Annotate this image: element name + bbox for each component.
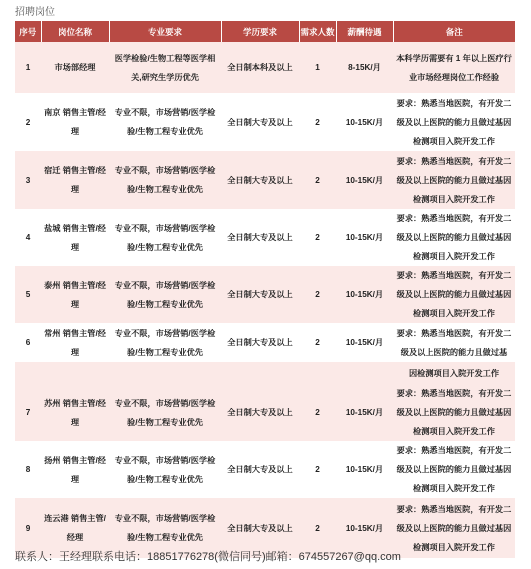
cell-salary: 10-15K/月 bbox=[336, 93, 393, 151]
cell-count: 2 bbox=[299, 441, 336, 498]
cell-major: 专业不限，市场营销/医学检验/生物工程专业优先 bbox=[109, 384, 221, 441]
cell-no bbox=[15, 362, 41, 384]
header-salary: 薪酬待遇 bbox=[336, 21, 393, 42]
table-header-row bbox=[15, 21, 515, 42]
cell-note: 要求：熟悉当地医院，有开发二级及以上医院的能力且做过基因检测项目入院开发工作 bbox=[393, 266, 515, 323]
cell-title: 市场部经理 bbox=[41, 42, 109, 93]
table-row bbox=[15, 323, 515, 362]
cell-title: 盐城 销售主管/经理 bbox=[41, 209, 109, 266]
cell-major: 专业不限，市场营销/医学检验/生物工程专业优先 bbox=[109, 266, 221, 323]
header-count: 需求人数 bbox=[299, 21, 336, 42]
cell-note: 要求：熟悉当地医院，有开发二级及以上医院的能力且做过基因检测项目入院开发工作 bbox=[393, 209, 515, 266]
cell-education bbox=[221, 362, 299, 384]
cell-note: 要求：熟悉当地医院，有开发二级及以上医院的能力且做过基因检测项目入院开发工作 bbox=[393, 93, 515, 151]
cell-major: 专业不限，市场营销/医学检验/生物工程专业优先 bbox=[109, 209, 221, 266]
cell-no: 7 bbox=[15, 384, 41, 441]
cell-count: 2 bbox=[299, 323, 336, 362]
cell-salary: 10-15K/月 bbox=[336, 151, 393, 209]
cell-major: 专业不限，市场营销/医学检验/生物工程专业优先 bbox=[109, 93, 221, 151]
table-row bbox=[15, 209, 515, 266]
cell-count: 1 bbox=[299, 42, 336, 93]
cell-count: 2 bbox=[299, 266, 336, 323]
header-title: 岗位名称 bbox=[41, 21, 109, 42]
table-row bbox=[15, 42, 515, 93]
cell-education: 全日制大专及以上 bbox=[221, 93, 299, 151]
cell-salary: 10-15K/月 bbox=[336, 209, 393, 266]
cell-note: 要求：熟悉当地医院，有开发二级及以上医院的能力且做过基因检测项目入院开发工作 bbox=[393, 441, 515, 498]
cell-count: 2 bbox=[299, 93, 336, 151]
table-row bbox=[15, 441, 515, 498]
cell-education: 全日制大专及以上 bbox=[221, 209, 299, 266]
cell-note: 要求：熟悉当地医院，有开发二级及以上医院的能力且做过基因检测项目入院开发工作 bbox=[393, 151, 515, 209]
cell-major: 专业不限，市场营销/医学检验/生物工程专业优先 bbox=[109, 323, 221, 362]
cell-title: 苏州 销售主管/经理 bbox=[41, 384, 109, 441]
cell-salary bbox=[336, 362, 393, 384]
cell-no: 9 bbox=[15, 498, 41, 558]
cell-salary: 10-15K/月 bbox=[336, 441, 393, 498]
header-education: 学历要求 bbox=[221, 21, 299, 42]
cell-count: 2 bbox=[299, 151, 336, 209]
cell-education: 全日制大专及以上 bbox=[221, 151, 299, 209]
table-row bbox=[15, 498, 515, 558]
cell-title: 常州 销售主管/经理 bbox=[41, 323, 109, 362]
header-note: 备注 bbox=[393, 21, 515, 42]
cell-education: 全日制大专及以上 bbox=[221, 323, 299, 362]
table-row bbox=[15, 266, 515, 323]
cell-note: 要求：熟悉当地医院，有开发二级及以上医院的能力且做过基 bbox=[393, 323, 515, 362]
cell-title: 南京 销售主管/经理 bbox=[41, 93, 109, 151]
cell-no: 3 bbox=[15, 151, 41, 209]
cell-title: 泰州 销售主管/经理 bbox=[41, 266, 109, 323]
cell-major: 专业不限，市场营销/医学检验/生物工程专业优先 bbox=[109, 498, 221, 558]
cell-salary: 10-15K/月 bbox=[336, 266, 393, 323]
cell-note: 本科学历需要有 1 年以上医疗行业市场经理岗位工作经验 bbox=[393, 42, 515, 93]
header-major: 专业要求 bbox=[109, 21, 221, 42]
cell-major bbox=[109, 362, 221, 384]
cell-no: 5 bbox=[15, 266, 41, 323]
cell-education: 全日制大专及以上 bbox=[221, 498, 299, 558]
cell-no: 1 bbox=[15, 42, 41, 93]
cell-salary: 10-15K/月 bbox=[336, 498, 393, 558]
cell-no: 8 bbox=[15, 441, 41, 498]
cell-title bbox=[41, 362, 109, 384]
recruitment-table bbox=[15, 21, 515, 558]
cell-note: 要求：熟悉当地医院，有开发二级及以上医院的能力且做过基因检测项目入院开发工作 bbox=[393, 384, 515, 441]
cell-title: 宿迁 销售主管/经理 bbox=[41, 151, 109, 209]
cell-salary: 10-15K/月 bbox=[336, 384, 393, 441]
cell-salary: 8-15K/月 bbox=[336, 42, 393, 93]
cell-education: 全日制大专及以上 bbox=[221, 384, 299, 441]
cell-count: 2 bbox=[299, 209, 336, 266]
cell-education: 全日制大专及以上 bbox=[221, 266, 299, 323]
cell-count bbox=[299, 362, 336, 384]
cell-major: 专业不限，市场营销/医学检验/生物工程专业优先 bbox=[109, 151, 221, 209]
contact-info: 联系人：王经理联系电话：18851776278(微信同号)邮箱：674557267@qq.com bbox=[15, 551, 401, 563]
cell-count: 2 bbox=[299, 384, 336, 441]
table-row bbox=[15, 362, 515, 384]
table-row bbox=[15, 151, 515, 209]
cell-count: 2 bbox=[299, 498, 336, 558]
section-title: 招聘岗位 bbox=[15, 7, 55, 18]
cell-education: 全日制大专及以上 bbox=[221, 441, 299, 498]
table-row bbox=[15, 384, 515, 441]
table-row bbox=[15, 93, 515, 151]
cell-major: 医学检验/生物工程等医学相关,研究生学历优先 bbox=[109, 42, 221, 93]
cell-note: 要求：熟悉当地医院，有开发二级及以上医院的能力且做过基因检测项目入院开发工作 bbox=[393, 498, 515, 558]
cell-title: 扬州 销售主管/经理 bbox=[41, 441, 109, 498]
cell-no: 2 bbox=[15, 93, 41, 151]
header-no: 序号 bbox=[15, 21, 41, 42]
cell-note: 因检测项目入院开发工作 bbox=[393, 362, 515, 384]
cell-title: 连云港 销售主管/经理 bbox=[41, 498, 109, 558]
cell-no: 6 bbox=[15, 323, 41, 362]
cell-salary: 10-15K/月 bbox=[336, 323, 393, 362]
cell-education: 全日制本科及以上 bbox=[221, 42, 299, 93]
cell-no: 4 bbox=[15, 209, 41, 266]
cell-major: 专业不限，市场营销/医学检验/生物工程专业优先 bbox=[109, 441, 221, 498]
